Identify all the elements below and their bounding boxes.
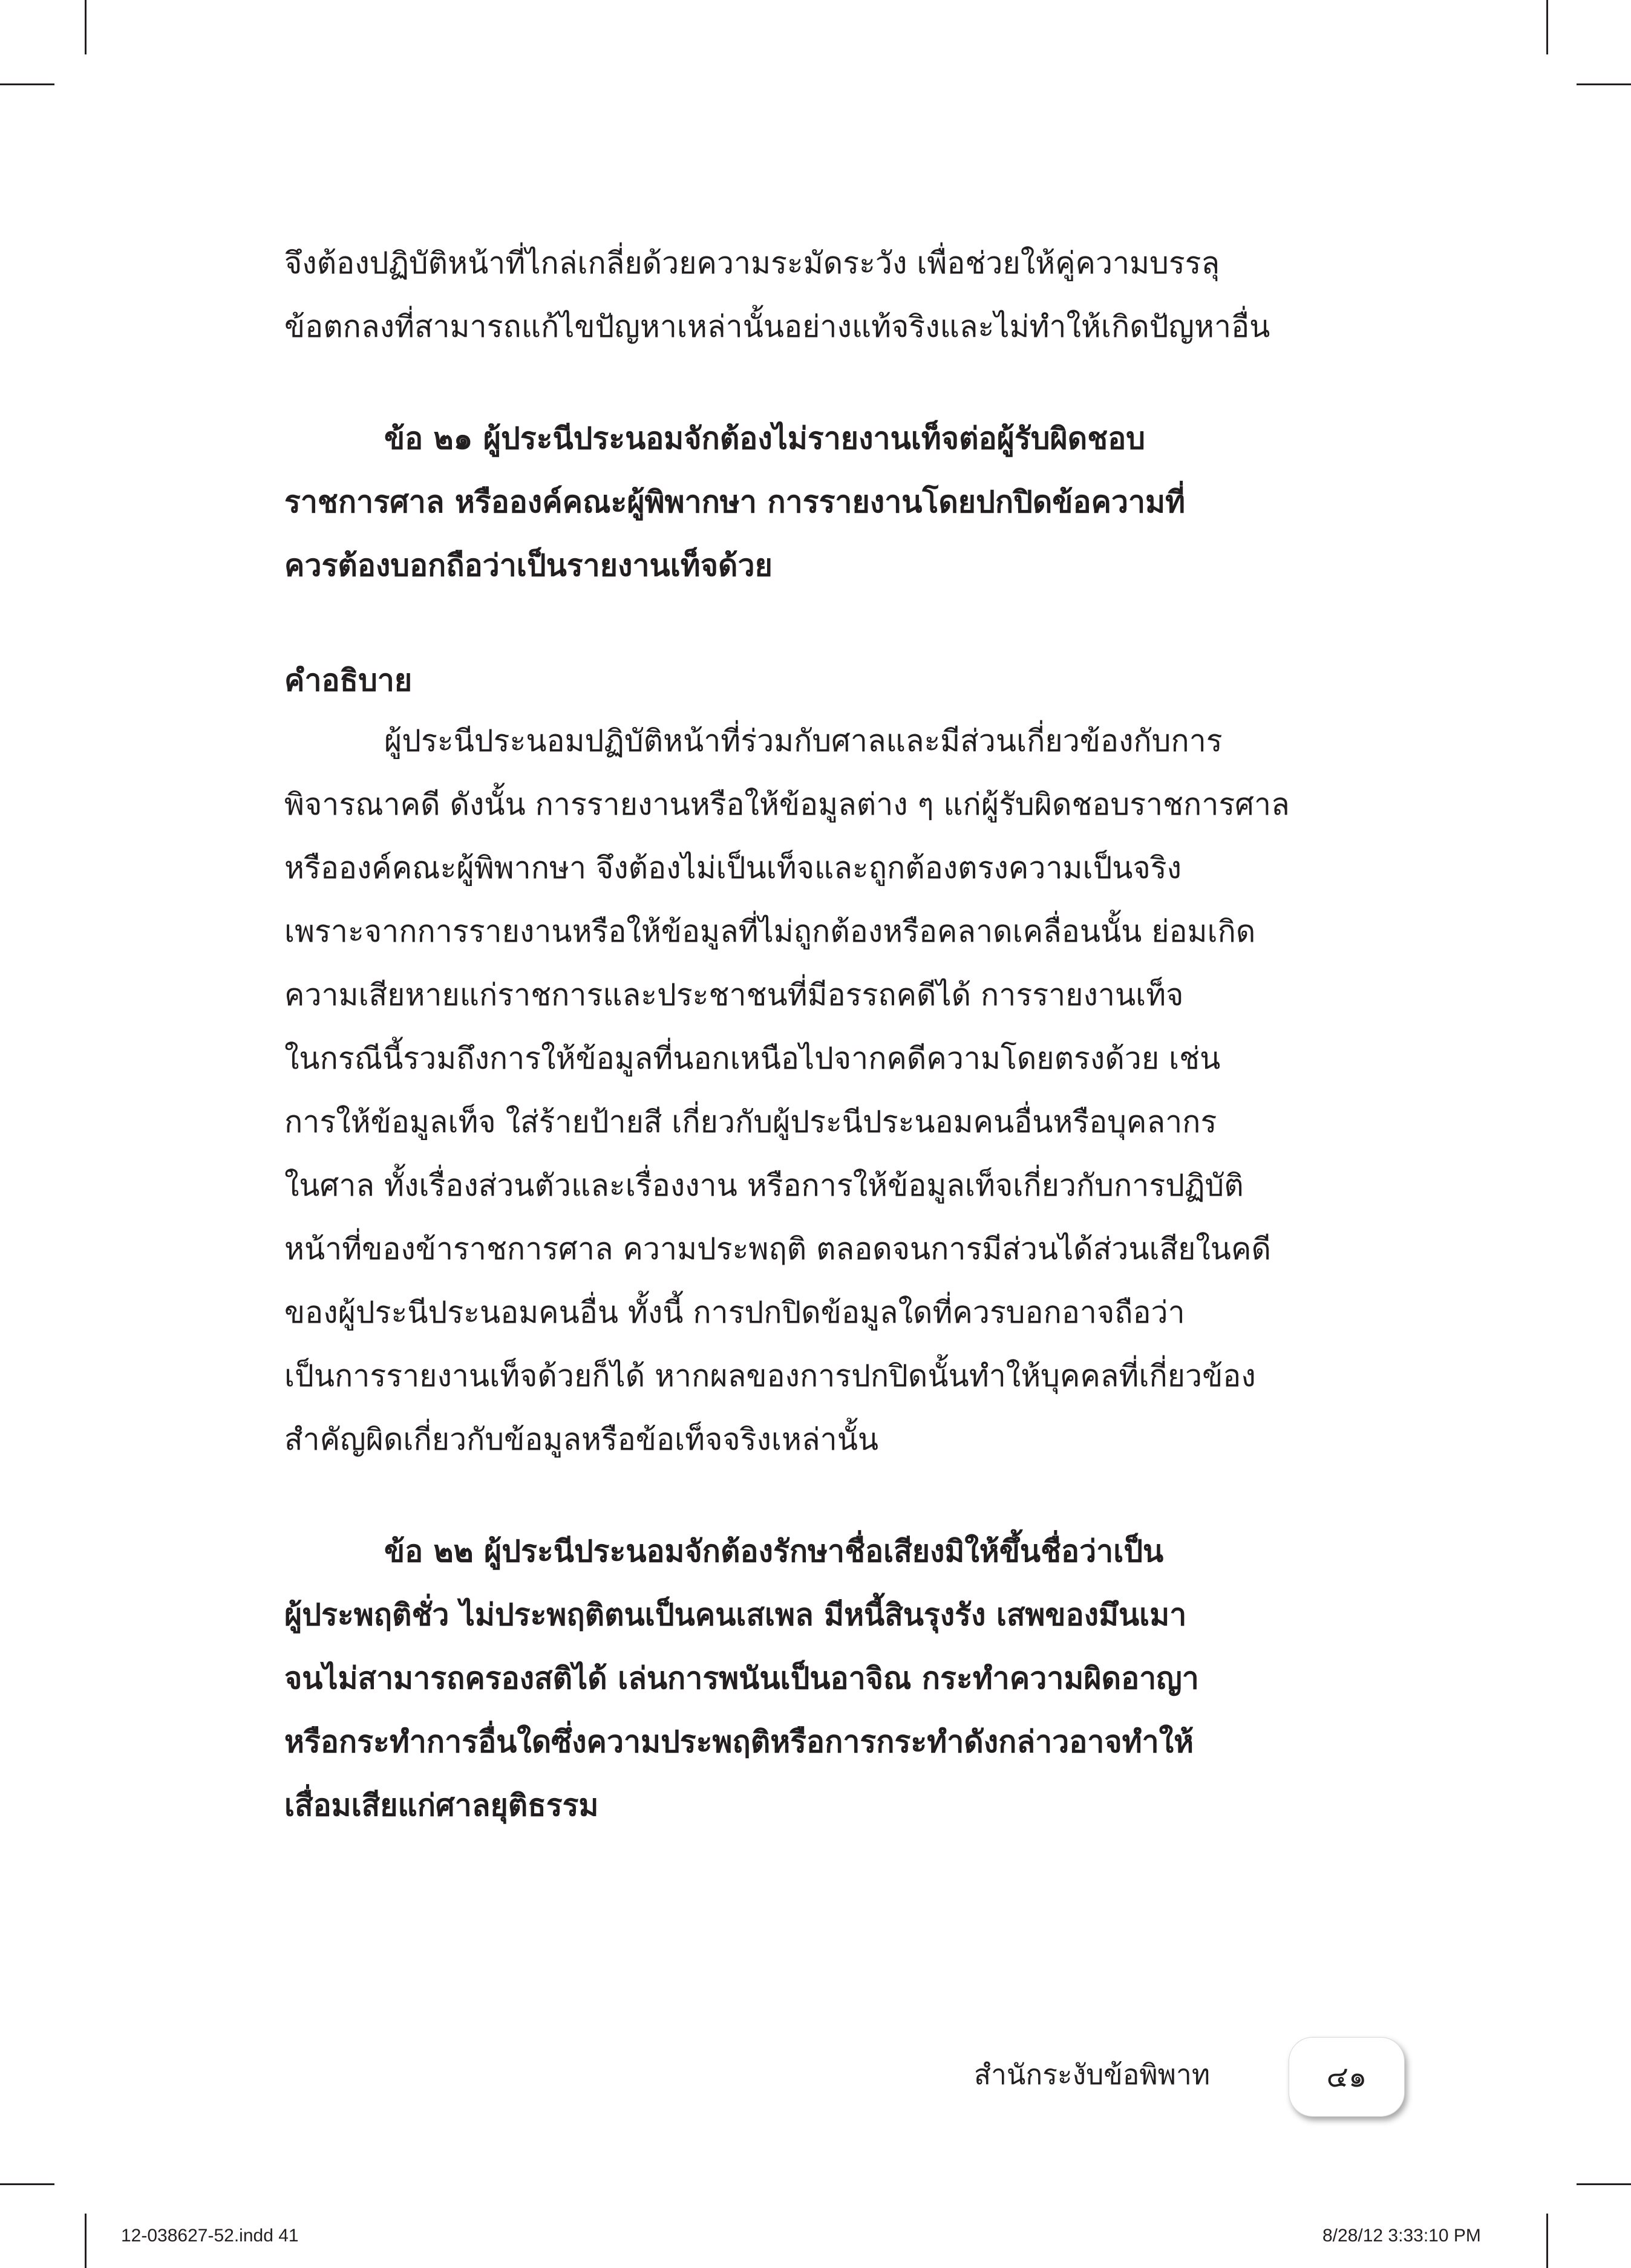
explanation-line: ของผู้ประนีประนอมคนอื่น ทั้งนี้ การปกปิดข้อมูลใดที่ควรบอกอาจถือว่า xyxy=(284,1295,1185,1330)
page-number: ๔๑ xyxy=(1326,2060,1367,2094)
clause-21-line: ควรต้องบอกถือว่าเป็นรายงานเท็จด้วย xyxy=(284,548,773,583)
explanation-line: พิจารณาคดี ดังนั้น การรายงานหรือให้ข้อมูลต่าง ๆ แก่ผู้รับผิดชอบราชการศาล xyxy=(284,787,1290,822)
explanation-line: ในศาล ทั้งเรื่องส่วนตัวและเรื่องงาน หรือการให้ข้อมูลเท็จเกี่ยวกับการปฏิบัติ xyxy=(284,1168,1244,1203)
crop-mark-bottom-right xyxy=(1546,2214,1548,2268)
slug-file-name: 12-038627-52.indd 41 xyxy=(121,2226,299,2246)
explanation-line: เพราะจากการรายงานหรือให้ข้อมูลที่ไม่ถูกต้องหรือคลาดเคลื่อนนั้น ย่อมเกิด xyxy=(284,914,1256,949)
page-number-badge xyxy=(1289,2037,1405,2117)
clause-22-line: ข้อ ๒๒ ผู้ประนีประนอมจักต้องรักษาชื่อเสียงมิให้ขึ้นชื่อว่าเป็น xyxy=(384,1534,1164,1569)
crop-mark-top-right xyxy=(1546,0,1548,54)
explanation-line: หรือองค์คณะผู้พิพากษา จึงต้องไม่เป็นเท็จและถูกต้องตรงความเป็นจริง xyxy=(284,850,1182,885)
clause-21-line: ราชการศาล หรือองค์คณะผู้พิพากษา การรายงานโดยปกปิดข้อความที่ xyxy=(284,484,1186,520)
explanation-line: สำคัญผิดเกี่ยวกับข้อมูลหรือข้อเท็จจริงเหล่านั้น xyxy=(284,1422,879,1457)
crop-mark-top-left-h xyxy=(0,83,54,85)
clause-22-line: เสื่อมเสียแก่ศาลยุติธรรม xyxy=(284,1788,599,1823)
explanation-line: หน้าที่ของข้าราชการศาล ความประพฤติ ตลอดจนการมีส่วนได้ส่วนเสียในคดี xyxy=(284,1231,1271,1266)
crop-mark-top-right-h xyxy=(1577,83,1631,85)
explanation-line: ผู้ประนีประนอมปฏิบัติหน้าที่ร่วมกับศาลและมีส่วนเกี่ยวข้องกับการ xyxy=(384,723,1223,758)
clause-22-line: จนไม่สามารถครองสติได้ เล่นการพนันเป็นอาจิณ กระทำความผิดอาญา xyxy=(284,1661,1199,1696)
clause-21-line: ข้อ ๒๑ ผู้ประนีประนอมจักต้องไม่รายงานเท็จต่อผู้รับผิดชอบ xyxy=(384,421,1145,456)
explanation-line: การให้ข้อมูลเท็จ ใส่ร้ายป้ายสี เกี่ยวกับผู้ประนีประนอมคนอื่นหรือบุคลากร xyxy=(284,1104,1217,1139)
crop-mark-top-left xyxy=(85,0,87,54)
crop-mark-bottom-left-h xyxy=(0,2183,54,2185)
running-footer-title: สำนักระงับข้อพิพาท xyxy=(974,2058,1211,2091)
explanation-heading: คำอธิบาย xyxy=(284,663,413,698)
explanation-line: ความเสียหายแก่ราชการและประชาชนที่มีอรรถคดีได้ การรายงานเท็จ xyxy=(284,977,1184,1012)
slug-timestamp: 8/28/12 3:33:10 PM xyxy=(1322,2226,1481,2246)
explanation-line: ในกรณีนี้รวมถึงการให้ข้อมูลที่นอกเหนือไปจากคดีความโดยตรงด้วย เช่น xyxy=(284,1041,1221,1076)
clause-22-line: ผู้ประพฤติชั่ว ไม่ประพฤติตนเป็นคนเสเพล มีหนี้สินรุงรัง เสพของมึนเมา xyxy=(284,1597,1187,1632)
clause-22-line: หรือกระทำการอื่นใดซึ่งความประพฤติหรือการกระทำดังกล่าวอาจทำให้ xyxy=(284,1724,1194,1759)
intro-line: ข้อตกลงที่สามารถแก้ไขปัญหาเหล่านั้นอย่างแท้จริงและไม่ทำให้เกิดปัญหาอื่น xyxy=(284,309,1270,344)
intro-line: จึงต้องปฏิบัติหน้าที่ไกล่เกลี่ยด้วยความระมัดระวัง เพื่อช่วยให้คู่ความบรรลุ xyxy=(284,246,1220,281)
crop-mark-bottom-left xyxy=(85,2214,87,2268)
explanation-line: เป็นการรายงานเท็จด้วยก็ได้ หากผลของการปกปิดนั้นทำให้บุคคลที่เกี่ยวข้อง xyxy=(284,1358,1256,1393)
crop-mark-bottom-right-h xyxy=(1577,2183,1631,2185)
